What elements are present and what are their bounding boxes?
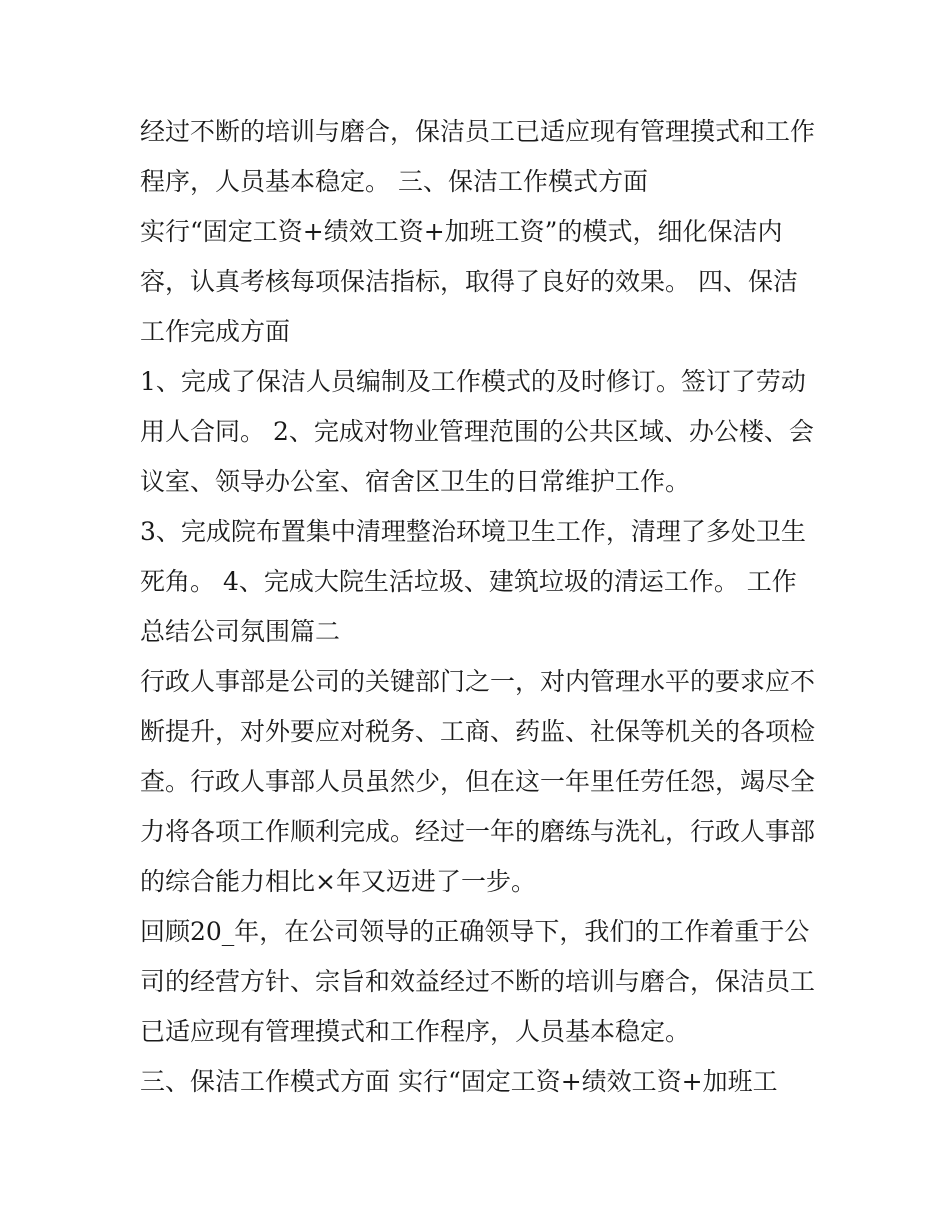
text-line: 程序，人员基本稳定。 三、保洁工作模式方面 — [140, 167, 648, 196]
text-line: 断提升，对外要应对税务、工商、药监、社保等机关的各项检 — [140, 717, 816, 746]
text-line: 已适应现有管理摸式和工作程序，人员基本稳定。 — [140, 1017, 691, 1046]
body-text — [140, 107, 820, 1107]
text-line: 力将各项工作顺利完成。经过一年的磨练与洗礼，行政人事部 — [140, 817, 816, 846]
text-line: 司的经营方针、宗旨和效益经过不断的培训与磨合，保洁员工 — [140, 967, 816, 996]
text-line: 经过不断的培训与磨合，保洁员工已适应现有管理摸式和工作 — [140, 117, 816, 146]
text-line: 实行“固定工资+绩效工资+加班工资”的模式，细化保洁内 — [140, 217, 783, 246]
text-line: 死角。 4、完成大院生活垃圾、建筑垃圾的清运工作。 工作 — [140, 567, 797, 596]
text-line: 三、保洁工作模式方面 实行“固定工资+绩效工资+加班工 — [140, 1067, 778, 1096]
text-line: 议室、领导办公室、宿舍区卫生的日常维护工作。 — [140, 467, 691, 496]
text-line: 用人合同。 2、完成对物业管理范围的公共区域、办公楼、会 — [140, 417, 814, 446]
text-line: 3、完成院布置集中清理整治环境卫生工作，清理了多处卫生 — [140, 517, 806, 546]
text-line: 总结公司氛围篇二 — [140, 617, 341, 646]
text-line: 1、完成了保洁人员编制及工作模式的及时修订。签订了劳动 — [140, 367, 806, 396]
text-line: 容，认真考核每项保洁指标，取得了良好的效果。 四、保洁 — [140, 267, 798, 296]
text-line: 回顾20_年，在公司领导的正确领导下，我们的工作着重于公 — [140, 917, 810, 946]
text-line: 行政人事部是公司的关键部门之一，对内管理水平的要求应不 — [140, 667, 816, 696]
text-line: 的综合能力相比×年又迈进了一步。 — [140, 867, 536, 896]
text-line: 工作完成方面 — [140, 317, 291, 346]
text-line: 查。行政人事部人员虽然少，但在这一年里任劳任怨，竭尽全 — [140, 767, 816, 796]
